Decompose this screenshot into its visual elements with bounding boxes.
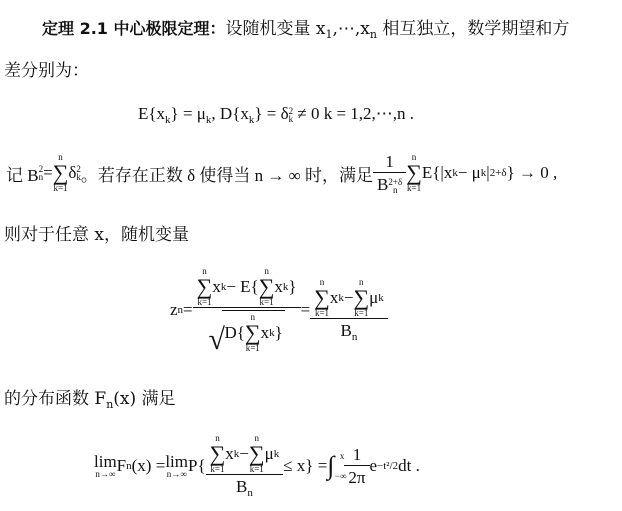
D: D{ (224, 323, 245, 342)
sum-symbol: n ∑ k=1 (52, 152, 69, 193)
int-top: x (339, 451, 345, 461)
zn-num-1: n ∑ k=1 x k − E{ n ∑ k=1 x k } (196, 266, 297, 307)
sub-k: k (378, 291, 384, 304)
minus-mu: − μ (457, 163, 481, 182)
dist-suffix: (x) 满足 (113, 389, 176, 409)
sub-k: k (338, 291, 344, 304)
sub-k: k (220, 281, 227, 293)
sup-2-delta: 2+δ (489, 167, 507, 179)
sub-n: n (351, 330, 358, 343)
mu: μ (369, 287, 379, 307)
condition-text: 。若存在正数 δ 使得当 n → ∞ 时，满足 (80, 165, 374, 185)
B: B (377, 174, 389, 194)
lyapunov-fraction (373, 152, 406, 195)
one: 1 (352, 444, 362, 464)
frac-den (373, 172, 406, 195)
sub-k: k (282, 281, 289, 293)
zn-fraction-1 (193, 266, 301, 356)
sup-2: 2 (288, 106, 294, 116)
brace: } (274, 323, 283, 342)
sub-k: k (165, 114, 171, 126)
sub-k: k (269, 327, 275, 339)
lim-text: lim (94, 452, 117, 471)
sub-k: k (273, 447, 280, 460)
limit-fraction (206, 434, 284, 499)
theorem-text: 设随机变量 x (225, 19, 326, 39)
theorem-rest: 相互独立，数学期望和方 (377, 19, 570, 39)
zn-fraction-2 (310, 278, 388, 343)
theorem-line-1 (42, 14, 569, 41)
B: B (340, 320, 352, 340)
sub-k: k (288, 114, 294, 125)
sum-top: n (264, 266, 269, 276)
e: e (369, 456, 378, 475)
sub-n: n (38, 172, 44, 182)
minus: − (343, 287, 354, 307)
two-pi: 2π (344, 465, 369, 488)
sub-k: k (452, 167, 458, 179)
lim-2 (165, 453, 188, 479)
gauss-fraction (344, 445, 369, 488)
sum-top: n (319, 276, 325, 287)
sum-bottom: k=1 (249, 463, 264, 474)
sum-top: n (411, 152, 417, 162)
eq: = (300, 300, 311, 319)
lim-text: lim (165, 452, 188, 471)
E-abs: E{|x (421, 163, 453, 182)
neq-range: ≠ 0 k = 1,2,⋯,n . (293, 104, 415, 123)
sub-n: n (106, 398, 114, 411)
line-distribution (4, 384, 176, 411)
sub-k: k (248, 114, 255, 126)
ellipsis: ,⋯,x (332, 19, 370, 39)
line-then-text: 则对于任意 x，随机变量 (4, 225, 189, 245)
zn-num-2: n ∑ k=1 x k − n ∑ k=1 μ k (314, 276, 384, 318)
dist-prefix: 的分布函数 F (4, 389, 107, 409)
sum-top: n (359, 276, 364, 287)
zn-den-2 (310, 318, 388, 343)
sub-n: n (177, 304, 184, 316)
sub-n: n (393, 184, 398, 195)
sum-bottom: k=1 (197, 297, 212, 307)
eq: = (183, 300, 193, 319)
zn-equation (170, 256, 388, 364)
lim-sub: n→∞ (166, 469, 187, 479)
sub-k: k (233, 447, 240, 460)
sum-bottom: k=1 (354, 307, 369, 318)
sum-bottom: k=1 (245, 343, 260, 353)
sub-n: n (126, 460, 132, 472)
sum-top: n (58, 152, 63, 162)
of-x: (x) = (131, 456, 166, 475)
sum-top: n (215, 432, 220, 443)
e-exponent: −t²/2 (377, 460, 399, 472)
x: x (225, 443, 234, 463)
sum-top: n (254, 432, 259, 443)
dt: dt . (398, 456, 420, 475)
sum-bottom: k=1 (53, 183, 68, 193)
int-bottom: −∞ (334, 471, 347, 481)
P: P{ (187, 456, 206, 475)
z: z (170, 300, 178, 319)
B-den-scripts (388, 178, 402, 194)
expectation-equation (138, 104, 414, 126)
limit-den (206, 474, 284, 499)
sub-n: n (247, 486, 253, 499)
B-prefix: 记 B (6, 165, 39, 185)
sub-k: k (205, 114, 212, 126)
sum-bottom: k=1 (407, 183, 422, 193)
sum-bottom: k=1 (314, 307, 330, 318)
minus-E: − E{ (226, 277, 259, 296)
theorem-label: 定理 2.1 中心极限定理： (42, 19, 226, 38)
x: x (274, 277, 283, 296)
sum-symbol-2: n ∑ k=1 (406, 152, 422, 193)
lim-sub: n→∞ (95, 469, 116, 479)
line-random-variable (4, 220, 189, 245)
sub-k: k (480, 167, 487, 179)
sup-2-delta: 2+δ (388, 176, 403, 187)
zn-den-1 (193, 307, 301, 356)
limit-equation (94, 424, 420, 508)
integral-sign: ∫ (327, 451, 335, 480)
sum-bottom: k=1 (210, 463, 225, 474)
D-x: , D{x (211, 104, 249, 123)
theorem-line-2 (4, 56, 89, 81)
sqrt: √ D{ n ∑ k=1 x k } (208, 312, 283, 356)
eq-delta: } = δ (254, 104, 289, 123)
integral (327, 451, 347, 481)
theorem-line2-text: 差分别为： (4, 61, 89, 81)
B: B (235, 476, 248, 496)
tail: } → 0 , (506, 163, 558, 182)
le-x: ≤ x} = (283, 456, 328, 475)
sum-top: n (202, 266, 207, 276)
brace: } (288, 277, 297, 296)
sub-1: 1 (325, 28, 333, 41)
limit-num: n ∑ k=1 x k − n ∑ k=1 μ k (209, 432, 280, 474)
E-x: E{x (138, 104, 166, 123)
x: x (212, 277, 221, 296)
lim-1 (94, 453, 117, 479)
condition-line (6, 150, 557, 196)
sub-k: k (76, 172, 81, 182)
eq-mu: } = μ (170, 104, 206, 123)
sum-top: n (250, 312, 255, 322)
abs-close: | (486, 163, 490, 182)
frac-num: 1 (385, 151, 394, 171)
x: x (260, 323, 270, 342)
sup-2: 2 (76, 163, 81, 174)
mu: μ (264, 443, 274, 463)
F: F (116, 456, 127, 475)
eq: = (43, 163, 53, 182)
x: x (329, 287, 339, 307)
sum-bottom: k=1 (259, 297, 274, 307)
minus: − (239, 443, 249, 463)
sub-n: n (369, 28, 377, 41)
sup-2: 2 (38, 163, 44, 174)
delta: δ (68, 163, 77, 182)
